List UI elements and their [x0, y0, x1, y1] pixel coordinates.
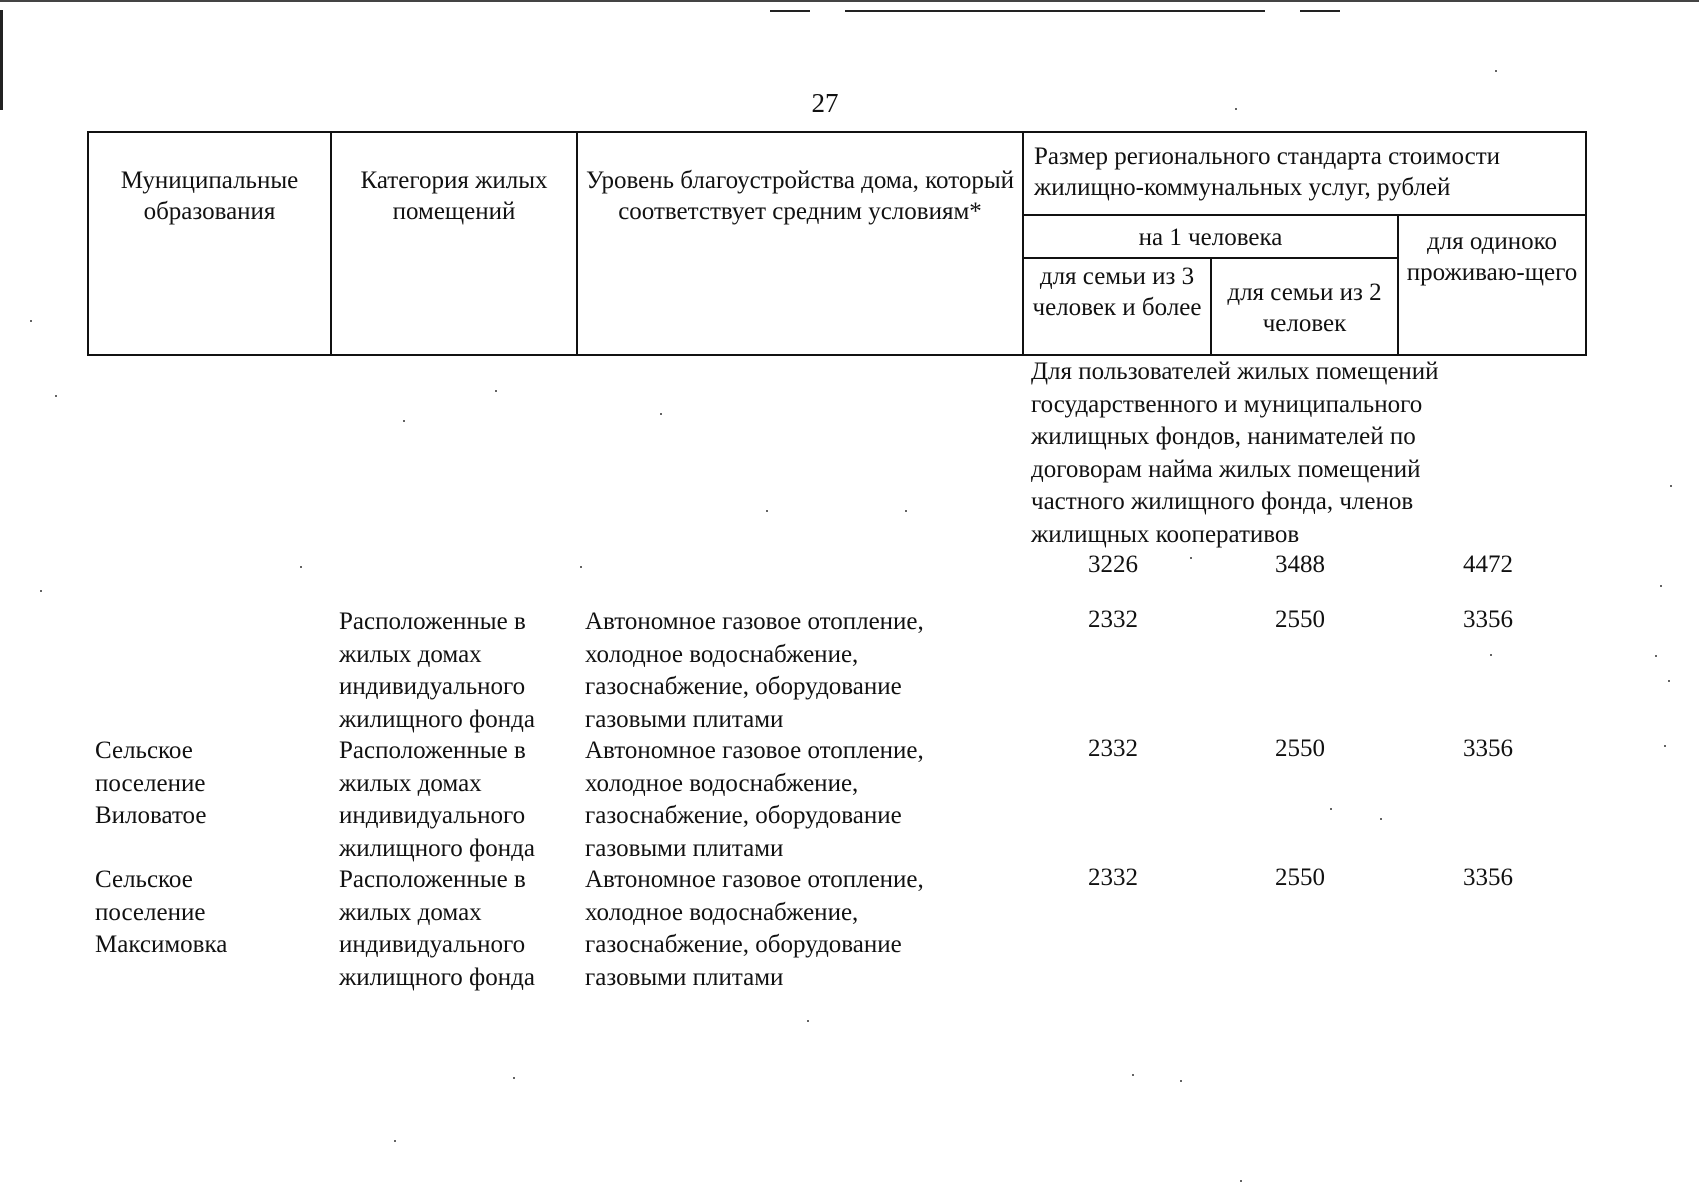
scan-speck	[495, 390, 497, 392]
header-single: для одиноко проживаю-щего	[1398, 215, 1586, 355]
scan-speck	[300, 566, 302, 568]
header-standard-size: Размер регионального стандарта стоимости жилищно-коммунальных услуг, рублей	[1023, 132, 1586, 215]
scan-speck	[513, 1077, 515, 1079]
scan-speck	[1495, 70, 1497, 72]
scan-speck	[1132, 1074, 1134, 1076]
scan-speck	[394, 1140, 396, 1142]
row-municipality: Сельское поселение Максимовка	[95, 866, 228, 958]
row-category: Расположенные в жилых домах индивидуального жилищного фонда	[339, 866, 535, 991]
row-level: Автономное газовое отопление, холодное водоснабжение, газоснабжение, оборудование газовыми плитами	[585, 866, 924, 991]
scan-speck	[1668, 680, 1670, 682]
table-header	[87, 131, 1587, 356]
scan-speck	[1330, 808, 1332, 810]
scan-speck	[1190, 557, 1192, 559]
users-group-label: Для пользователей жилых помещений государственного и муниципального жилищных фондов, нанимателей по договорам найма жилых помещений частного жилищного фонда, членов жилищных кооперативов	[1031, 358, 1439, 548]
scan-speck	[660, 413, 662, 415]
header-family-2: для семьи из 2 человек	[1211, 258, 1398, 355]
scan-border-line	[0, 0, 1699, 2]
row-level: Автономное газовое отопление, холодное водоснабжение, газоснабжение, оборудование газовыми плитами	[585, 608, 924, 733]
row-value-family-2: 2550	[1275, 735, 1325, 762]
row-value-family-2: 2550	[1275, 864, 1325, 891]
row-value-single: 3356	[1463, 735, 1513, 762]
scan-speck	[1380, 818, 1382, 820]
users-group-value-family-3: 3226	[1088, 551, 1138, 578]
row-level: Автономное газовое отопление, холодное водоснабжение, газоснабжение, оборудование газовыми плитами	[585, 737, 924, 862]
scan-dash	[770, 10, 810, 12]
header-family-3: для семьи из 3 человек и более	[1023, 258, 1211, 355]
row-category: Расположенные в жилых домах индивидуального жилищного фонда	[339, 737, 535, 862]
header-level: Уровень благоустройства дома, который соответствует средним условиям*	[577, 132, 1023, 355]
header-category: Категория жилых помещений	[331, 132, 577, 355]
scan-speck	[55, 395, 57, 397]
row-value-single: 3356	[1463, 864, 1513, 891]
scan-speck	[1180, 1080, 1182, 1082]
row-value-family-2: 2550	[1275, 606, 1325, 633]
row-value-family-3: 2332	[1088, 606, 1138, 633]
scan-speck	[1235, 108, 1237, 110]
row-category: Расположенные в жилых домах индивидуального жилищного фонда	[339, 608, 535, 733]
scan-speck	[1660, 585, 1662, 587]
scan-dash	[845, 10, 1265, 12]
scan-edge-mark	[0, 10, 3, 110]
row-value-family-3: 2332	[1088, 735, 1138, 762]
scan-speck	[1670, 485, 1672, 487]
header-per-person: на 1 человека	[1023, 215, 1398, 258]
users-group-value-single: 4472	[1463, 551, 1513, 578]
row-value-single: 3356	[1463, 606, 1513, 633]
scan-speck	[1240, 1180, 1242, 1182]
scan-speck	[766, 510, 768, 512]
scan-speck	[1655, 655, 1657, 657]
scan-speck	[807, 1020, 809, 1022]
page-number: 27	[811, 88, 839, 118]
row-value-family-3: 2332	[1088, 864, 1138, 891]
scan-speck	[30, 320, 32, 322]
header-municipal: Муниципальные образования	[88, 132, 331, 355]
scan-speck	[403, 420, 405, 422]
scan-speck	[580, 566, 582, 568]
scan-speck	[905, 510, 907, 512]
scan-speck	[40, 590, 42, 592]
users-group-value-family-2: 3488	[1275, 551, 1325, 578]
row-municipality: Сельское поселение Виловатое	[95, 737, 207, 829]
scan-speck	[1664, 745, 1666, 747]
scan-dash	[1300, 10, 1340, 12]
scan-speck	[1490, 654, 1492, 656]
